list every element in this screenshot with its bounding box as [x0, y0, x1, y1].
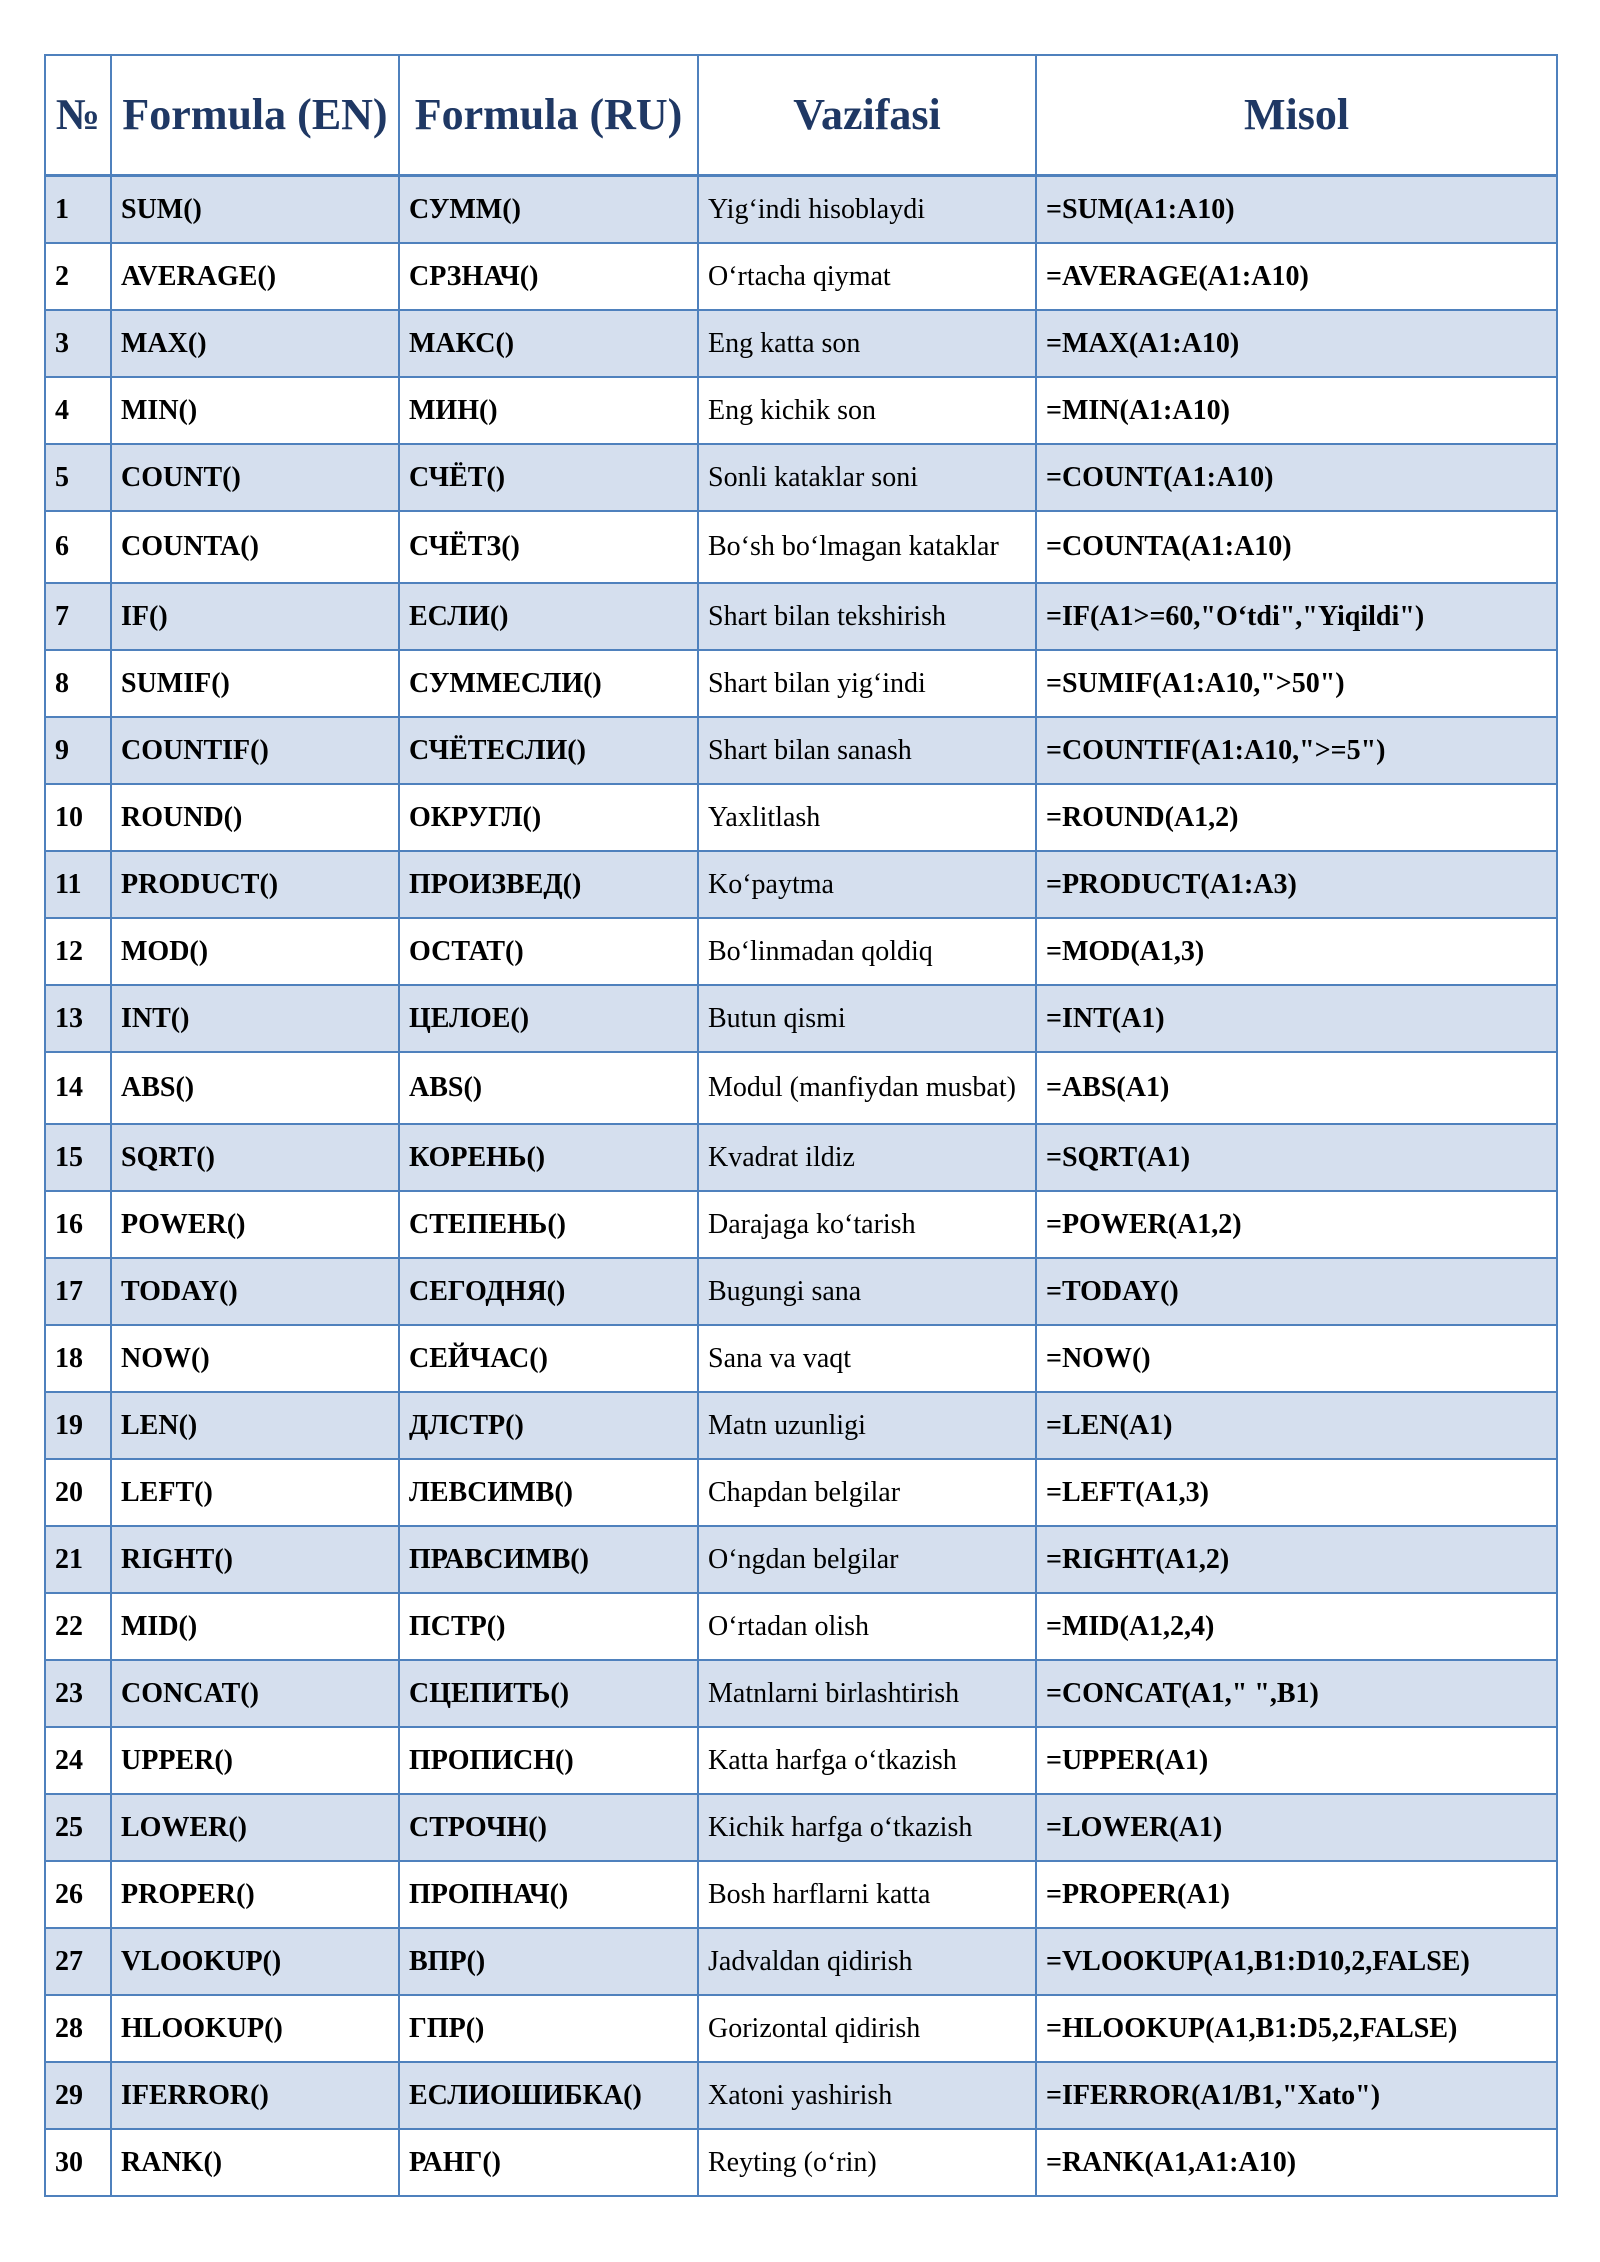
- table-row: [45, 784, 1557, 851]
- row-number: 21: [45, 1526, 111, 1593]
- row-number: 1: [45, 176, 111, 244]
- row-number: 11: [45, 851, 111, 918]
- formula-ru: СРЗНАЧ(): [399, 243, 698, 310]
- formula-ru: ЕСЛИ(): [399, 583, 698, 650]
- formula-example: =VLOOKUP(A1,B1:D10,2,FALSE): [1036, 1928, 1557, 1995]
- table-row: [45, 243, 1557, 310]
- formula-ru: СЧЁТ(): [399, 444, 698, 511]
- formula-example: =MID(A1,2,4): [1036, 1593, 1557, 1660]
- formula-ru: ABS(): [399, 1052, 698, 1124]
- formula-ru: КОРЕНЬ(): [399, 1124, 698, 1191]
- row-number: 20: [45, 1459, 111, 1526]
- formula-en: INT(): [111, 985, 399, 1052]
- formula-example: =LEFT(A1,3): [1036, 1459, 1557, 1526]
- formula-en: RANK(): [111, 2129, 399, 2196]
- formula-ru: СЧЁТЕСЛИ(): [399, 717, 698, 784]
- formula-table: [44, 54, 1558, 2197]
- formula-example: =UPPER(A1): [1036, 1727, 1557, 1794]
- table-row: [45, 1794, 1557, 1861]
- row-number: 12: [45, 918, 111, 985]
- formula-example: =SQRT(A1): [1036, 1124, 1557, 1191]
- row-number: 22: [45, 1593, 111, 1660]
- formula-ru: ВПР(): [399, 1928, 698, 1995]
- formula-task: Shart bilan sanash: [698, 717, 1036, 784]
- header-formula-en: Formula (EN): [111, 55, 399, 176]
- formula-example: =AVERAGE(A1:A10): [1036, 243, 1557, 310]
- formula-ru: ЦЕЛОЕ(): [399, 985, 698, 1052]
- formula-en: MAX(): [111, 310, 399, 377]
- row-number: 8: [45, 650, 111, 717]
- row-number: 30: [45, 2129, 111, 2196]
- formula-example: =RANK(A1,A1:A10): [1036, 2129, 1557, 2196]
- formula-example: =ABS(A1): [1036, 1052, 1557, 1124]
- formula-ru: ПСТР(): [399, 1593, 698, 1660]
- formula-en: IFERROR(): [111, 2062, 399, 2129]
- formula-example: =LEN(A1): [1036, 1392, 1557, 1459]
- formula-example: =LOWER(A1): [1036, 1794, 1557, 1861]
- table-row: [45, 1727, 1557, 1794]
- table-row: [45, 650, 1557, 717]
- formula-ru: ПРАВСИМВ(): [399, 1526, 698, 1593]
- formula-en: NOW(): [111, 1325, 399, 1392]
- row-number: 9: [45, 717, 111, 784]
- formula-ru: СЕГОДНЯ(): [399, 1258, 698, 1325]
- table-row: [45, 1052, 1557, 1124]
- row-number: 7: [45, 583, 111, 650]
- formula-en: MID(): [111, 1593, 399, 1660]
- table-row: [45, 1660, 1557, 1727]
- table-row: [45, 1392, 1557, 1459]
- formula-example: =SUM(A1:A10): [1036, 176, 1557, 244]
- formula-ru: СУММЕСЛИ(): [399, 650, 698, 717]
- table-row: [45, 985, 1557, 1052]
- formula-ru: ОСТАТ(): [399, 918, 698, 985]
- formula-task: Sana va vaqt: [698, 1325, 1036, 1392]
- row-number: 4: [45, 377, 111, 444]
- table-row: [45, 851, 1557, 918]
- formula-task: Shart bilan yig‘indi: [698, 650, 1036, 717]
- formula-en: MOD(): [111, 918, 399, 985]
- formula-task: Xatoni yashirish: [698, 2062, 1036, 2129]
- formula-example: =PROPER(A1): [1036, 1861, 1557, 1928]
- table-row: [45, 1124, 1557, 1191]
- formula-task: Shart bilan tekshirish: [698, 583, 1036, 650]
- formula-en: COUNT(): [111, 444, 399, 511]
- formula-task: O‘rtadan olish: [698, 1593, 1036, 1660]
- formula-en: LEFT(): [111, 1459, 399, 1526]
- formula-ru: ГПР(): [399, 1995, 698, 2062]
- formula-ru: ЕСЛИОШИБКА(): [399, 2062, 698, 2129]
- row-number: 18: [45, 1325, 111, 1392]
- formula-en: ROUND(): [111, 784, 399, 851]
- table-header-row: [45, 55, 1557, 176]
- table-row: [45, 1459, 1557, 1526]
- formula-ru: МИН(): [399, 377, 698, 444]
- document-page: [44, 54, 1556, 2197]
- formula-task: Bosh harflarni katta: [698, 1861, 1036, 1928]
- table-row: [45, 444, 1557, 511]
- formula-en: VLOOKUP(): [111, 1928, 399, 1995]
- table-row: [45, 918, 1557, 985]
- row-number: 13: [45, 985, 111, 1052]
- formula-ru: СУММ(): [399, 176, 698, 244]
- formula-task: Kvadrat ildiz: [698, 1124, 1036, 1191]
- formula-example: =IFERROR(A1/B1,"Xato"): [1036, 2062, 1557, 2129]
- formula-task: Modul (manfiydan musbat): [698, 1052, 1036, 1124]
- row-number: 24: [45, 1727, 111, 1794]
- row-number: 14: [45, 1052, 111, 1124]
- row-number: 10: [45, 784, 111, 851]
- table-row: [45, 583, 1557, 650]
- table-row: [45, 717, 1557, 784]
- formula-en: ABS(): [111, 1052, 399, 1124]
- formula-en: LEN(): [111, 1392, 399, 1459]
- row-number: 6: [45, 511, 111, 583]
- row-number: 3: [45, 310, 111, 377]
- formula-en: SUMIF(): [111, 650, 399, 717]
- table-row: [45, 2129, 1557, 2196]
- row-number: 27: [45, 1928, 111, 1995]
- row-number: 19: [45, 1392, 111, 1459]
- table-row: [45, 1325, 1557, 1392]
- formula-ru: ЛЕВСИМВ(): [399, 1459, 698, 1526]
- formula-en: HLOOKUP(): [111, 1995, 399, 2062]
- row-number: 26: [45, 1861, 111, 1928]
- formula-example: =POWER(A1,2): [1036, 1191, 1557, 1258]
- row-number: 2: [45, 243, 111, 310]
- formula-example: =RIGHT(A1,2): [1036, 1526, 1557, 1593]
- formula-ru: ОКРУГЛ(): [399, 784, 698, 851]
- formula-ru: СЧЁТЗ(): [399, 511, 698, 583]
- formula-en: COUNTIF(): [111, 717, 399, 784]
- formula-task: Eng katta son: [698, 310, 1036, 377]
- formula-example: =ROUND(A1,2): [1036, 784, 1557, 851]
- table-row: [45, 1593, 1557, 1660]
- formula-task: Yaxlitlash: [698, 784, 1036, 851]
- formula-ru: МАКС(): [399, 310, 698, 377]
- header-number: №: [45, 55, 111, 176]
- formula-example: =NOW(): [1036, 1325, 1557, 1392]
- formula-example: =PRODUCT(A1:A3): [1036, 851, 1557, 918]
- formula-task: Gorizontal qidirish: [698, 1995, 1036, 2062]
- formula-task: Bo‘linmadan qoldiq: [698, 918, 1036, 985]
- formula-task: Chapdan belgilar: [698, 1459, 1036, 1526]
- formula-task: O‘ngdan belgilar: [698, 1526, 1036, 1593]
- formula-task: Bugungi sana: [698, 1258, 1036, 1325]
- header-task: Vazifasi: [698, 55, 1036, 176]
- table-row: [45, 1258, 1557, 1325]
- formula-en: MIN(): [111, 377, 399, 444]
- formula-ru: СТЕПЕНЬ(): [399, 1191, 698, 1258]
- formula-ru: ДЛСТР(): [399, 1392, 698, 1459]
- formula-task: Sonli kataklar soni: [698, 444, 1036, 511]
- formula-task: Yig‘indi hisoblaydi: [698, 176, 1036, 244]
- formula-en: SUM(): [111, 176, 399, 244]
- table-row: [45, 1995, 1557, 2062]
- formula-example: =MOD(A1,3): [1036, 918, 1557, 985]
- formula-task: Reyting (o‘rin): [698, 2129, 1036, 2196]
- formula-example: =COUNTIF(A1:A10,">=5"): [1036, 717, 1557, 784]
- table-row: [45, 310, 1557, 377]
- formula-en: RIGHT(): [111, 1526, 399, 1593]
- formula-example: =CONCAT(A1," ",B1): [1036, 1660, 1557, 1727]
- formula-task: Darajaga ko‘tarish: [698, 1191, 1036, 1258]
- formula-example: =MIN(A1:A10): [1036, 377, 1557, 444]
- table-row: [45, 377, 1557, 444]
- formula-task: Jadvaldan qidirish: [698, 1928, 1036, 1995]
- formula-example: =IF(A1>=60,"O‘tdi","Yiqildi"): [1036, 583, 1557, 650]
- formula-en: TODAY(): [111, 1258, 399, 1325]
- formula-example: =SUMIF(A1:A10,">50"): [1036, 650, 1557, 717]
- formula-task: Matnlarni birlashtirish: [698, 1660, 1036, 1727]
- formula-ru: ПРОИЗВЕД(): [399, 851, 698, 918]
- formula-task: Butun qismi: [698, 985, 1036, 1052]
- formula-ru: СТРОЧН(): [399, 1794, 698, 1861]
- formula-ru: РАНГ(): [399, 2129, 698, 2196]
- row-number: 29: [45, 2062, 111, 2129]
- table-row: [45, 2062, 1557, 2129]
- table-row: [45, 511, 1557, 583]
- table-row: [45, 176, 1557, 244]
- row-number: 25: [45, 1794, 111, 1861]
- formula-ru: ПРОПНАЧ(): [399, 1861, 698, 1928]
- formula-en: AVERAGE(): [111, 243, 399, 310]
- formula-task: Eng kichik son: [698, 377, 1036, 444]
- row-number: 23: [45, 1660, 111, 1727]
- header-formula-ru: Formula (RU): [399, 55, 698, 176]
- formula-task: Kichik harfga o‘tkazish: [698, 1794, 1036, 1861]
- row-number: 15: [45, 1124, 111, 1191]
- formula-en: POWER(): [111, 1191, 399, 1258]
- formula-task: Ko‘paytma: [698, 851, 1036, 918]
- row-number: 5: [45, 444, 111, 511]
- formula-en: PRODUCT(): [111, 851, 399, 918]
- formula-en: LOWER(): [111, 1794, 399, 1861]
- formula-task: O‘rtacha qiymat: [698, 243, 1036, 310]
- formula-ru: СЕЙЧАС(): [399, 1325, 698, 1392]
- formula-en: SQRT(): [111, 1124, 399, 1191]
- formula-example: =INT(A1): [1036, 985, 1557, 1052]
- formula-task: Matn uzunligi: [698, 1392, 1036, 1459]
- formula-example: =TODAY(): [1036, 1258, 1557, 1325]
- row-number: 17: [45, 1258, 111, 1325]
- table-row: [45, 1191, 1557, 1258]
- formula-example: =HLOOKUP(A1,B1:D5,2,FALSE): [1036, 1995, 1557, 2062]
- formula-ru: ПРОПИСН(): [399, 1727, 698, 1794]
- formula-example: =COUNT(A1:A10): [1036, 444, 1557, 511]
- formula-en: PROPER(): [111, 1861, 399, 1928]
- formula-task: Bo‘sh bo‘lmagan kataklar: [698, 511, 1036, 583]
- formula-example: =MAX(A1:A10): [1036, 310, 1557, 377]
- table-row: [45, 1526, 1557, 1593]
- table-row: [45, 1928, 1557, 1995]
- row-number: 16: [45, 1191, 111, 1258]
- table-row: [45, 1861, 1557, 1928]
- header-example: Misol: [1036, 55, 1557, 176]
- row-number: 28: [45, 1995, 111, 2062]
- formula-ru: СЦЕПИТЬ(): [399, 1660, 698, 1727]
- formula-en: IF(): [111, 583, 399, 650]
- formula-en: CONCAT(): [111, 1660, 399, 1727]
- formula-example: =COUNTA(A1:A10): [1036, 511, 1557, 583]
- formula-task: Katta harfga o‘tkazish: [698, 1727, 1036, 1794]
- formula-en: UPPER(): [111, 1727, 399, 1794]
- formula-en: COUNTA(): [111, 511, 399, 583]
